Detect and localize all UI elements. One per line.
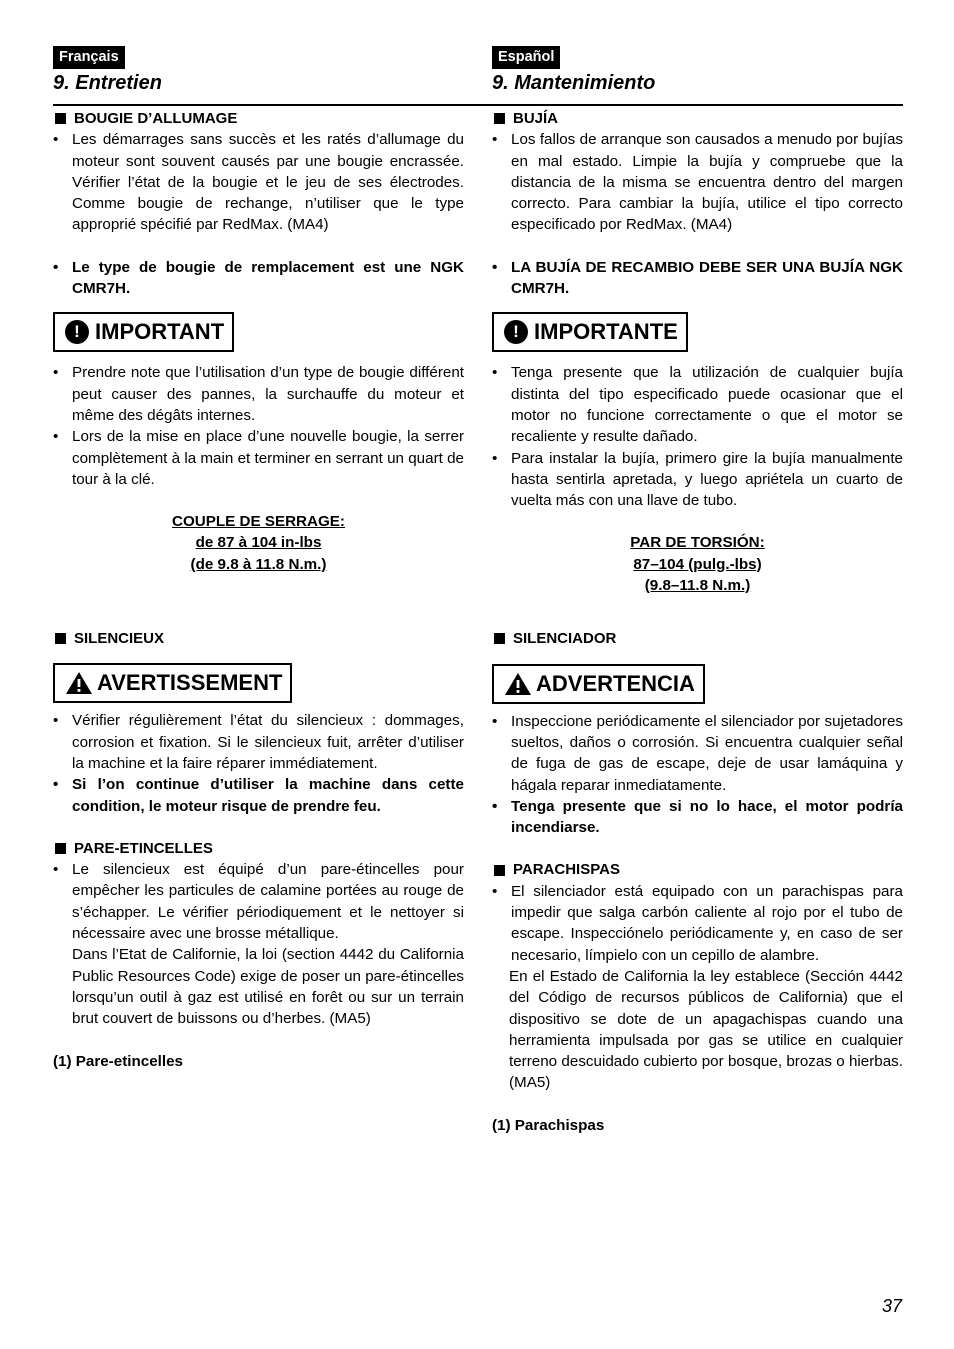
torque-spec: PAR DE TORSIÓN: 87–104 (pulg.-lbs) (9.8–11.8 N.m.): [630, 534, 765, 595]
replacement-plug-note: • LA BUJÍA DE RECAMBIO DEBE SER UNA BUJÍA NGK CMR7H.: [492, 257, 903, 300]
muffler-heading: SILENCIADOR: [492, 628, 903, 649]
important-note-1: • Tenga presente que la utilización de cualquier bujía distinta del tipo especificado puede ocasionar que el motor no funcione correctamente o que el motor se recaliente y resulte dañado.: [492, 362, 903, 447]
black-square-icon: [494, 865, 505, 876]
warning-note-2: • Tenga presente que si no lo hace, el motor podría incendiarse.: [492, 796, 903, 839]
header-rule: [53, 104, 903, 106]
warning-note-1: • Vérifier régulièrement l’état du silencieux : dommages, corrosion et fixation. Si le silencieux fuit, arrêter d’utiliser la machine et la faire réparer immédiatement.: [53, 710, 464, 774]
important-note-2: • Para instalar la bujía, primero gire la bujía manualmente hasta sentirla apretada, y luego apriétela un cuarto de vuelta más con una llave de tubo.: [492, 448, 903, 512]
spark-arrester-text: • El silenciador está equipado con un parachispas para impedir que salga carbón caliente al rojo por el tubo de escape. Inspecciónelo periódicamente y, en caso de ser necesario, límpielo con un cepillo de alambre.: [492, 881, 903, 966]
warning-note-1: • Inspeccione periódicamente el silenciador por sujetadores sueltos, daños o corrosión. Si encuentra cualquier señal de fuga de gas de escape, deje de usar lamáquina y hágala reparar inmediatamente.: [492, 711, 903, 796]
spark-arrester-heading: PARACHISPAS: [492, 859, 903, 880]
spark-plug-text: • Les démarrages sans succès et les ratés d’allumage du moteur sont souvent causés par une bougie encrassée. Vérifier l’état de la bougie et le jeu de ses électrodes. Comme bougie de rechange, n’utiliser que le type approprié spécifié par RedMax. (MA4): [53, 129, 464, 235]
black-square-icon: [55, 633, 66, 644]
black-square-icon: [494, 113, 505, 124]
spark-arrester-heading: PARE-ETINCELLES: [53, 838, 464, 859]
exclamation-circle-icon: !: [504, 320, 528, 344]
spanish-column: [492, 46, 903, 1136]
french-column: [53, 46, 464, 1072]
spark-plug-text: • Los fallos de arranque son causados a menudo por bujías en mal estado. Limpie la bujía y compruebe que la distancia de la misma se encuentra dentro del margen correcto. Para cambiar la bujía, utilice el tipo correcto especificado por RedMax. (MA4): [492, 129, 903, 235]
black-square-icon: [55, 843, 66, 854]
section-title: 9. Entretien: [53, 72, 162, 94]
torque-spec: COUPLE DE SERRAGE: de 87 à 104 in-lbs (de 9.8 à 11.8 N.m.): [172, 513, 345, 573]
warning-note-2: • Si l’on continue d’utiliser la machine dans cette condition, le moteur risque de prendre feu.: [53, 774, 464, 817]
exclamation-circle-icon: !: [65, 320, 89, 344]
california-law-text: Dans l’Etat de Californie, la loi (section 4442 du California Public Resources Code) exige de poser un pare-étincelles lorsqu’un outil à gaz est utilisé en forêt ou sur un terrain brut couvert de buissons ou d’herbes. (MA5): [72, 946, 464, 1028]
figure-caption: (1) Pare-etincelles: [53, 1052, 183, 1070]
warning-box: ADVERTENCIA: [492, 664, 705, 704]
page-number: 37: [881, 1296, 902, 1316]
black-square-icon: [494, 633, 505, 644]
warning-triangle-icon: [65, 671, 93, 695]
important-note-2: • Lors de la mise en place d’une nouvelle bougie, la serrer complètement à la main et terminer en serrant un quart de tour à la clé.: [53, 426, 464, 490]
spark-arrester-text: • Le silencieux est équipé d’un pare-étincelles pour empêcher les particules de calamine portées au rouge de s’échapper. Le vérifier périodiquement et le nettoyer si nécessaire avec une brosse métallique.: [53, 859, 464, 944]
figure-caption: (1) Parachispas: [492, 1116, 605, 1134]
california-law-text: En el Estado de California la ley establece (Sección 4442 del Código de recursos públicos de California) que el dispositivo se dote de un apagachispas cuando una herramienta impulsada por gas se utilice en cualquier terreno descuidado cubierto por bosque, brozas o hierbas. (MA5): [509, 967, 903, 1092]
warning-box: AVERTISSEMENT: [53, 663, 292, 703]
important-box: ! IMPORTANTE: [492, 312, 688, 352]
spark-plug-heading: BOUGIE D’ALLUMAGE: [53, 108, 464, 129]
important-box: ! IMPORTANT: [53, 312, 234, 352]
language-tag: Français: [53, 46, 125, 69]
black-square-icon: [55, 113, 66, 124]
important-note-1: • Prendre note que l’utilisation d’un type de bougie différent peut causer des pannes, la surchauffe du moteur et même des dégâts internes.: [53, 362, 464, 426]
spark-plug-heading: BUJÍA: [492, 108, 903, 129]
section-title: 9. Mantenimiento: [492, 72, 656, 94]
warning-triangle-icon: [504, 672, 532, 696]
replacement-plug-note: • Le type de bougie de remplacement est une NGK CMR7H.: [53, 257, 464, 300]
language-tag: Español: [492, 46, 560, 69]
muffler-heading: SILENCIEUX: [53, 628, 464, 649]
